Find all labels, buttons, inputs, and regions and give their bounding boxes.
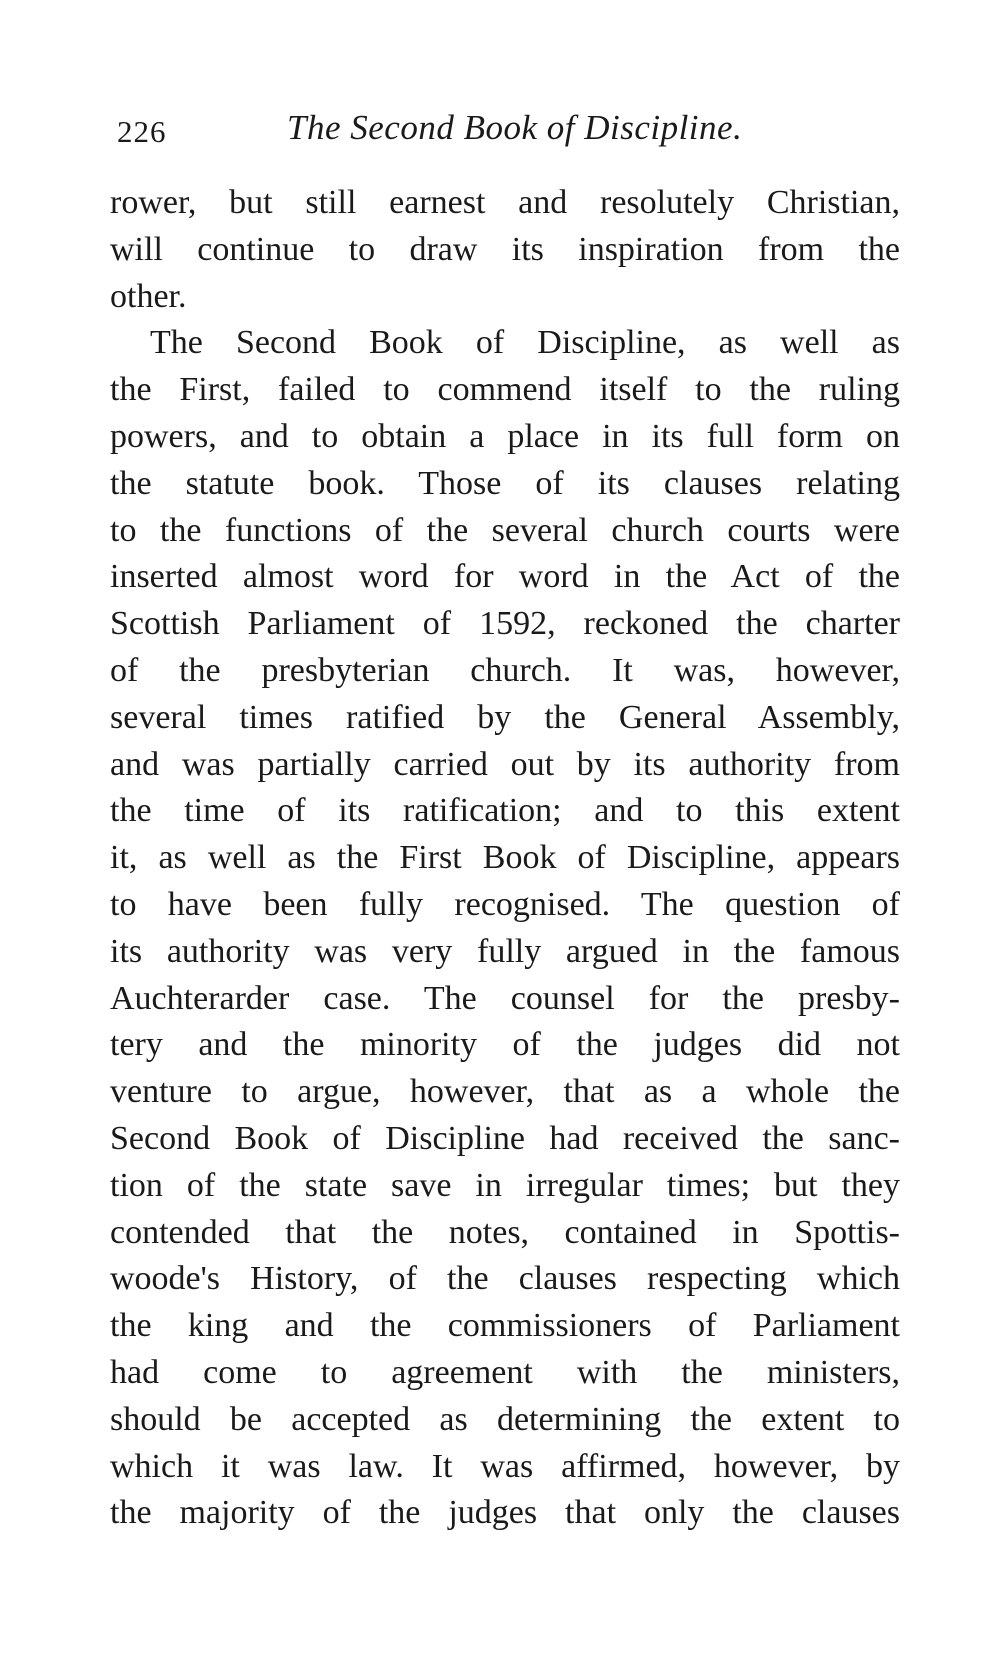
- text-line: tion of the state save in irregular times; but they: [110, 1166, 900, 1204]
- text-line: to have been fully recognised. The question of: [110, 885, 900, 923]
- text-line: the First, failed to commend itself to the ruling: [110, 371, 900, 409]
- text-line: had come to agreement with the ministers,: [110, 1353, 900, 1391]
- text-line: Auchterarder case. The counsel for the presby-: [110, 979, 900, 1017]
- body-text: [110, 180, 900, 1537]
- text-line: venture to argue, however, that as a whole the: [110, 1073, 900, 1111]
- text-line: and was partially carried out by its authority from: [110, 745, 900, 783]
- text-line: its authority was very fully argued in the famous: [110, 932, 900, 970]
- text-line: rower, but still earnest and resolutely Christian,: [110, 184, 900, 221]
- text-line: Second Book of Discipline had received the sanc-: [110, 1119, 900, 1157]
- running-title: The Second Book of Discipline.: [287, 108, 743, 147]
- text-line: which it was law. It was affirmed, however, by: [110, 1447, 900, 1485]
- text-line: other.: [110, 277, 187, 315]
- text-line: contended that the notes, contained in Spottis-: [110, 1213, 900, 1251]
- text-line: tery and the minority of the judges did not: [110, 1026, 900, 1064]
- text-line: of the presbyterian church. It was, however,: [110, 651, 900, 689]
- text-line: will continue to draw its inspiration from the: [110, 230, 900, 268]
- text-line: the king and the commissioners of Parliament: [110, 1307, 900, 1345]
- text-line: to the functions of the several church courts were: [110, 511, 900, 549]
- text-line: should be accepted as determining the extent to: [110, 1400, 900, 1438]
- text-line: it, as well as the First Book of Discipline, appears: [110, 839, 900, 877]
- text-line: the time of its ratification; and to this extent: [110, 792, 900, 830]
- text-line: the majority of the judges that only the clauses: [110, 1494, 900, 1532]
- paragraph-first-line: The Second Book of Discipline, as well as: [150, 324, 900, 362]
- text-line: several times ratified by the General Assembly,: [110, 698, 900, 736]
- text-line: woode's History, of the clauses respecting which: [110, 1260, 900, 1298]
- text-line: Scottish Parliament of 1592, reckoned the charter: [110, 605, 900, 643]
- text-line: inserted almost word for word in the Act of the: [110, 558, 900, 596]
- text-line: the statute book. Those of its clauses relating: [110, 464, 900, 502]
- running-head: [117, 108, 917, 152]
- page-number: 226: [117, 114, 167, 149]
- text-line: powers, and to obtain a place in its full form on: [110, 417, 900, 455]
